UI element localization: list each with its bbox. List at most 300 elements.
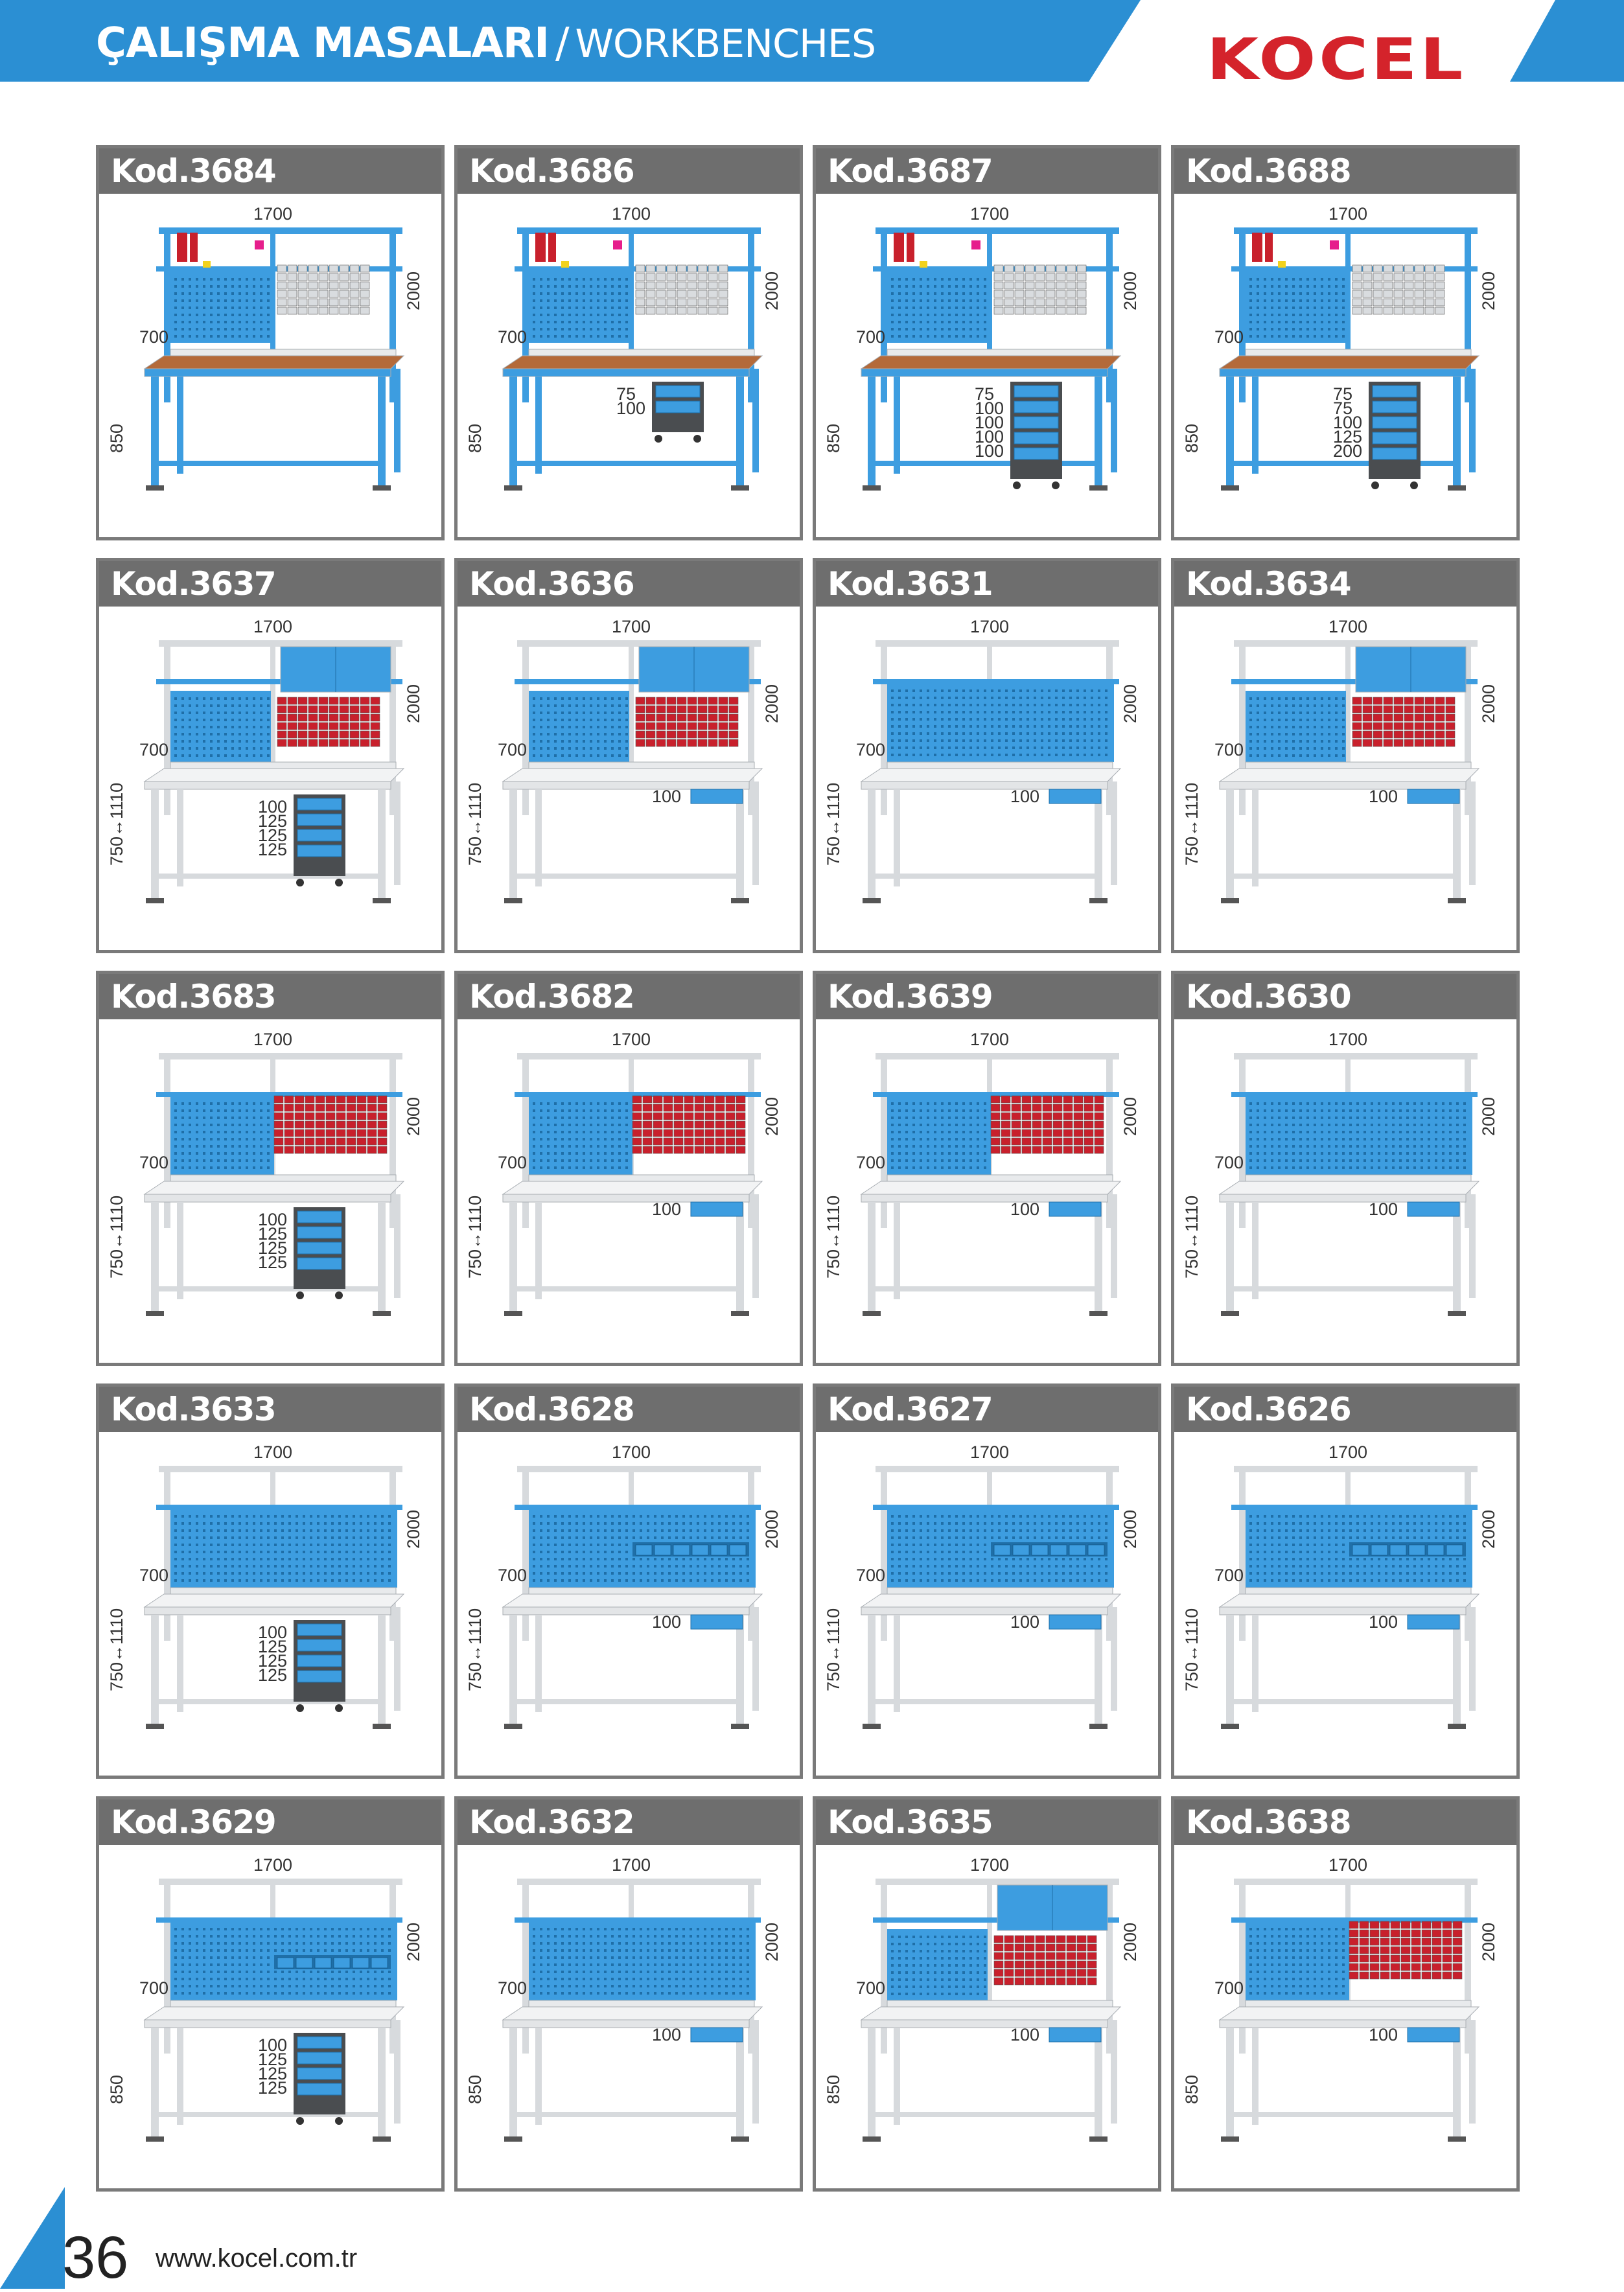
power-strip [887,1175,1113,1181]
dim-depth: 700 [139,1978,168,1998]
dim-width: 1700 [1328,1855,1367,1875]
product-card[interactable] [96,1383,445,1779]
dim-table-height: 850 [107,2075,126,2104]
upright-left [881,234,887,402]
workbench-illustration [99,1845,441,2188]
pegboard-panel [529,1921,756,2000]
drawer-height-label: 100 [258,797,287,816]
top-shelf [1234,1466,1478,1472]
top-shelf [1234,1053,1478,1059]
dim-height: 2000 [762,1923,782,1962]
upright-left [522,1472,529,1641]
power-strip [887,1588,1113,1594]
pegboard-panel [529,691,629,762]
drawer-height-label: 125 [258,1651,287,1671]
product-code: Kod.3682 [458,974,800,1019]
power-strip [170,762,396,769]
under-drawer [691,789,743,804]
pegboard-panel [887,683,1114,762]
dim-depth: 700 [1214,1566,1244,1585]
dim-depth: 700 [856,1978,885,1998]
drawer-height-label: 100 [1369,2025,1398,2044]
drawer-height-label: 100 [652,2025,681,2044]
pegboard-panel [170,1096,274,1175]
dim-depth: 700 [139,327,168,347]
product-code: Kod.3636 [458,561,800,607]
dim-height: 2000 [404,1097,423,1136]
top-shelf [159,640,402,647]
product-card[interactable] [96,558,445,953]
product-card[interactable] [454,1383,803,1779]
power-strip [1246,1175,1471,1181]
leg-left [868,376,876,487]
drawer-height-label: 100 [1369,787,1398,806]
upright-left [881,1885,887,2054]
dim-table-height: 850 [824,2075,843,2104]
drawer-height-label: 100 [652,1199,681,1219]
leg-left [1226,376,1234,487]
leg-left [509,376,517,487]
dim-table-height: 850 [107,424,126,453]
product-grid [96,145,1522,2192]
dim-height: 2000 [1120,1510,1140,1549]
dim-width: 1700 [1328,204,1367,224]
power-strip [170,1175,396,1181]
page-title-separator: / [555,19,569,67]
drawer-height-label: 100 [975,441,1004,461]
upright-left [164,1472,170,1641]
dim-height: 2000 [762,1510,782,1549]
leg-left [868,1615,876,1725]
dim-table-height: 750↔1110 [465,1608,485,1691]
workbench-illustration [816,1019,1158,1363]
drawer-height-label: 100 [975,427,1004,446]
product-code: Kod.3635 [816,1800,1158,1845]
dim-table-height: 750↔1110 [465,1196,485,1279]
drawer-height-label: 100 [1333,413,1362,432]
dim-width: 1700 [253,204,292,224]
upright-left [1239,1472,1246,1641]
dim-depth: 700 [1214,740,1244,759]
leg-right [378,789,386,899]
workbench-illustration [816,1845,1158,2188]
power-strip [1246,349,1471,356]
product-card[interactable] [96,145,445,540]
power-strip [1246,2000,1471,2007]
dim-height: 2000 [762,1097,782,1136]
drawer-height-label: 125 [258,2064,287,2083]
dim-width: 1700 [612,617,651,636]
product-card[interactable] [1171,971,1520,1366]
drawer-height-label: 100 [258,1623,287,1642]
upright-left [881,1472,887,1641]
storage-bins [277,697,380,747]
leg-left [1226,1615,1234,1725]
under-drawer [1049,1615,1101,1629]
under-drawer [691,1202,743,1216]
product-code: Kod.3633 [99,1387,441,1432]
product-code: Kod.3632 [458,1800,800,1845]
dim-width: 1700 [612,204,651,224]
dim-width: 1700 [1328,1030,1367,1049]
product-card[interactable] [454,558,803,953]
upright-left [164,647,170,815]
worktop [145,1181,404,1194]
leg-right [736,1615,744,1725]
worktop [861,769,1120,781]
product-card[interactable] [813,145,1161,540]
website-url: www.kocel.com.tr [156,2244,357,2273]
dim-height: 2000 [404,272,423,310]
upright-left [1239,1885,1246,2054]
page-title-sub: WORKBENCHES [575,21,876,67]
power-strip [529,349,754,356]
brand-logo-text: KOCEL [1207,29,1466,87]
drawer-height-label: 125 [258,826,287,845]
dim-table-height: 750↔1110 [1182,1608,1201,1691]
pegboard-panel [170,272,271,343]
power-strip [529,2000,754,2007]
drawer-height-label: 125 [258,1637,287,1656]
pegboard-panel [887,1096,991,1175]
pegboard-panel [170,1509,397,1588]
drawer-height-label: 125 [258,2050,287,2069]
drawer-height-label: 75 [975,384,994,404]
leg-left [868,2028,876,2138]
storage-bins [632,1096,745,1153]
leg-left [151,1615,159,1725]
dim-height: 2000 [1479,684,1498,723]
under-drawer [691,2028,743,2042]
top-shelf [159,1879,402,1885]
upright-left [1239,1059,1246,1228]
worktop [145,769,404,781]
storage-bins [994,1936,1096,1985]
pegboard-panel [529,272,629,343]
upright-left [164,1059,170,1228]
leg-right [1095,2028,1102,2138]
leg-left [509,1202,517,1312]
workbench-illustration [1174,194,1516,537]
drawer-height-label: 100 [975,399,1004,418]
drawer-height-label: 125 [1333,427,1362,446]
leg-left [151,1202,159,1312]
dim-depth: 700 [856,1566,885,1585]
product-code: Kod.3630 [1174,974,1516,1019]
dim-width: 1700 [970,1030,1009,1049]
product-code: Kod.3684 [99,148,441,194]
upright-left [522,234,529,402]
worktop [145,1594,404,1607]
product-code: Kod.3688 [1174,148,1516,194]
top-shelf [517,1466,761,1472]
dim-depth: 700 [498,740,527,759]
worktop [503,769,762,781]
workbench-illustration [816,1432,1158,1776]
drawer-height-label: 75 [1333,384,1352,404]
leg-left [151,789,159,899]
pegboard-panel [887,272,988,343]
leg-right [378,376,386,487]
storage-bins [1352,265,1444,314]
storage-bins [1352,697,1455,747]
dim-table-height: 750↔1110 [1182,783,1201,866]
leg-right [1095,789,1102,899]
dim-height: 2000 [1120,684,1140,723]
worktop [1220,1181,1479,1194]
dim-width: 1700 [253,617,292,636]
pegboard-panel [529,1096,632,1175]
workbench-illustration [816,194,1158,537]
dim-height: 2000 [404,1510,423,1549]
workbench-illustration [99,1019,441,1363]
dim-table-height: 750↔1110 [107,1196,126,1279]
product-code: Kod.3629 [99,1800,441,1845]
dim-width: 1700 [970,1442,1009,1462]
dim-height: 2000 [1479,1923,1498,1962]
power-strip [887,349,1113,356]
drawer-height-label: 100 [1010,2025,1039,2044]
worktop [861,356,1120,369]
product-card[interactable] [96,971,445,1366]
leg-right [378,1615,386,1725]
power-strip [529,762,754,769]
workbench-illustration [1174,607,1516,950]
worktop [145,2007,404,2020]
product-code: Kod.3683 [99,974,441,1019]
product-code: Kod.3687 [816,148,1158,194]
worktop [861,2007,1120,2020]
top-shelf [876,640,1119,647]
worktop [145,356,404,369]
workbench-illustration [458,607,800,950]
dim-table-height: 850 [1182,424,1201,453]
leg-right [1453,1615,1461,1725]
power-strip [529,1588,754,1594]
leg-right [1453,789,1461,899]
leg-right [1095,1615,1102,1725]
top-shelf [876,1879,1119,1885]
dim-height: 2000 [762,684,782,723]
storage-bins [991,1096,1104,1153]
product-code: Kod.3637 [99,561,441,607]
leg-left [509,2028,517,2138]
product-card[interactable] [1171,1383,1520,1779]
worktop [1220,1594,1479,1607]
storage-bins [1349,1921,1462,1979]
leg-right [736,2028,744,2138]
leg-left [509,1615,517,1725]
drawer-height-label: 100 [258,1210,287,1229]
workbench-illustration [458,1845,800,2188]
dim-width: 1700 [1328,1442,1367,1462]
worktop [503,356,762,369]
product-code: Kod.3626 [1174,1387,1516,1432]
dim-depth: 700 [1214,1978,1244,1998]
dim-width: 1700 [253,1030,292,1049]
leg-left [1226,2028,1234,2138]
product-code: Kod.3638 [1174,1800,1516,1845]
storage-bins [277,265,369,314]
product-card[interactable] [813,558,1161,953]
dim-table-height: 750↔1110 [107,1608,126,1691]
workbench-illustration [1174,1845,1516,2188]
drawer-height-label: 125 [258,1253,287,1272]
pegboard-panel [1246,1096,1472,1175]
product-card[interactable] [813,971,1161,1366]
drawer-height-label: 125 [258,1238,287,1258]
storage-bins [636,697,738,747]
page-title [96,19,876,67]
dim-table-height: 850 [465,424,485,453]
upright-left [522,647,529,815]
product-card[interactable] [454,1796,803,2192]
dim-height: 2000 [404,684,423,723]
worktop [503,1594,762,1607]
dim-table-height: 750↔1110 [465,783,485,866]
under-drawer [1049,2028,1101,2042]
dim-height: 2000 [1120,1923,1140,1962]
product-card[interactable] [813,1383,1161,1779]
drawer-height-label: 100 [616,399,645,418]
leg-left [1226,789,1234,899]
product-card[interactable] [454,145,803,540]
dim-depth: 700 [1214,327,1244,347]
brand-logo [1207,29,1472,87]
power-strip [887,2000,1113,2007]
page-number: 36 [62,2224,128,2292]
product-code: Kod.3628 [458,1387,800,1432]
drawer-height-label: 100 [1010,787,1039,806]
power-strip [1246,1588,1471,1594]
dim-table-height: 750↔1110 [824,1608,843,1691]
power-strip [529,1175,754,1181]
under-drawer [1408,2028,1459,2042]
drawer-height-label: 125 [258,811,287,831]
drawer-height-label: 125 [258,1224,287,1244]
upright-left [1239,647,1246,815]
drawer-height-label: 100 [1369,1199,1398,1219]
top-shelf [876,1053,1119,1059]
drawer-height-label: 125 [258,2078,287,2098]
product-card[interactable] [1171,1796,1520,2192]
worktop [1220,2007,1479,2020]
drawer-height-label: 100 [975,413,1004,432]
leg-left [1226,1202,1234,1312]
leg-right [1453,2028,1461,2138]
leg-left [868,1202,876,1312]
dim-table-height: 850 [1182,2075,1201,2104]
workbench-illustration [99,194,441,537]
workbench-illustration [458,1019,800,1363]
top-shelf [1234,640,1478,647]
dim-depth: 700 [498,1978,527,1998]
workbench-illustration [458,194,800,537]
dim-width: 1700 [253,1855,292,1875]
leg-left [868,789,876,899]
product-code: Kod.3639 [816,974,1158,1019]
drawer-height-label: 75 [616,384,636,404]
drawer-height-label: 100 [1369,1612,1398,1632]
footer-accent [0,2187,65,2289]
product-card[interactable] [454,971,803,1366]
dim-height: 2000 [1479,1510,1498,1549]
dim-table-height: 750↔1110 [1182,1196,1201,1279]
worktop [503,1181,762,1194]
upright-left [881,1059,887,1228]
leg-right [1453,1202,1461,1312]
pegboard-panel [170,691,271,762]
storage-bins [994,265,1086,314]
pegboard-panel [1246,1921,1349,2000]
pegboard-panel [887,1929,988,2000]
under-drawer [691,1615,743,1629]
dim-table-height: 750↔1110 [824,1196,843,1279]
leg-right [736,1202,744,1312]
dim-table-height: 850 [465,2075,485,2104]
top-shelf [876,1466,1119,1472]
storage-bins [636,265,728,314]
under-drawer [1408,789,1459,804]
leg-right [378,2028,386,2138]
page-title-main: ÇALIŞMA MASALARI [96,19,549,67]
dim-width: 1700 [612,1030,651,1049]
dim-depth: 700 [1214,1153,1244,1172]
product-card[interactable] [96,1796,445,2192]
product-card[interactable] [1171,145,1520,540]
leg-right [1095,376,1102,487]
worktop [1220,769,1479,781]
dim-height: 2000 [762,272,782,310]
drawer-height-label: 100 [1010,1612,1039,1632]
leg-left [509,789,517,899]
dim-width: 1700 [253,1442,292,1462]
upright-left [164,234,170,402]
drawer-height-label: 100 [258,2035,287,2055]
top-shelf [1234,1879,1478,1885]
leg-left [151,376,159,487]
upright-left [1239,234,1246,402]
dim-depth: 700 [498,1566,527,1585]
upright-left [522,1059,529,1228]
pegboard-panel [1246,691,1346,762]
dim-table-height: 850 [824,424,843,453]
dim-depth: 700 [498,327,527,347]
dim-depth: 700 [498,1153,527,1172]
top-shelf [517,640,761,647]
product-code: Kod.3631 [816,561,1158,607]
dim-height: 2000 [404,1923,423,1962]
dim-depth: 700 [139,1566,168,1585]
upright-left [522,1885,529,2054]
worktop [861,1594,1120,1607]
dim-height: 2000 [1120,1097,1140,1136]
workbench-illustration [816,607,1158,950]
dim-height: 2000 [1120,272,1140,310]
workbench-illustration [1174,1019,1516,1363]
top-shelf [159,1466,402,1472]
leg-right [736,376,744,487]
leg-right [1453,376,1461,487]
dim-width: 1700 [970,617,1009,636]
product-card[interactable] [813,1796,1161,2192]
dim-depth: 700 [139,740,168,759]
product-code: Kod.3686 [458,148,800,194]
under-drawer [1049,789,1101,804]
pegboard-panel [1246,272,1346,343]
product-card[interactable] [1171,558,1520,953]
drawer-height-label: 200 [1333,441,1362,461]
